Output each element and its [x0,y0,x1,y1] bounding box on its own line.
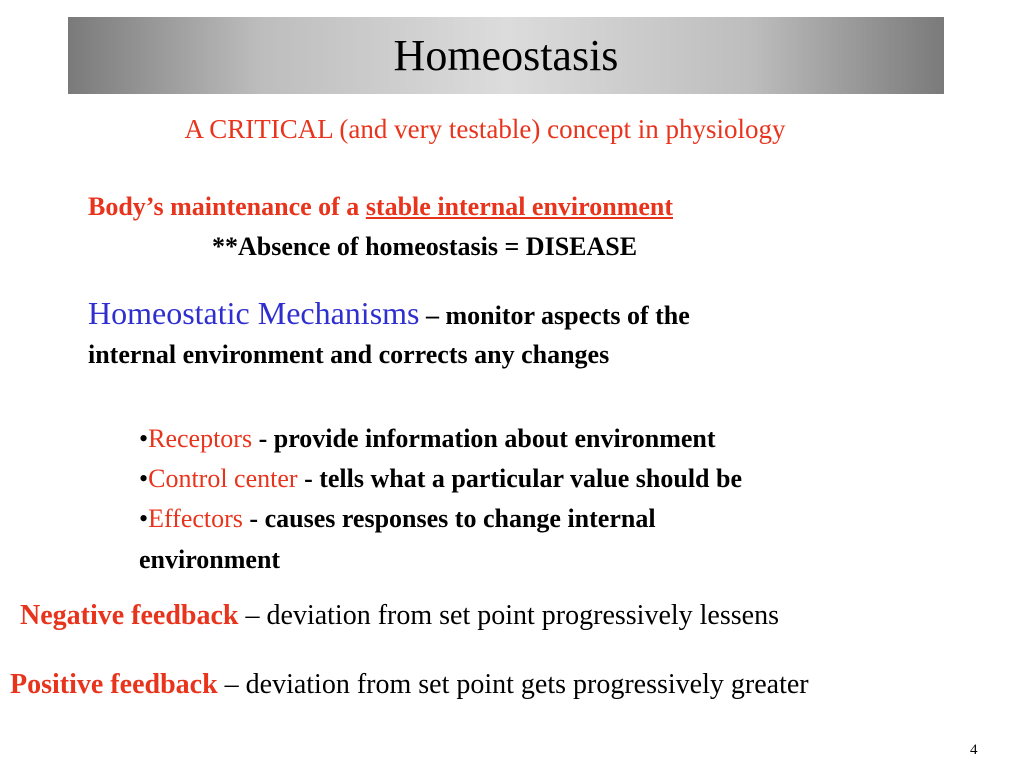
component-desc: - provide information about environment [252,424,716,453]
component-desc: - tells what a particular value should be [297,464,742,493]
mechanisms-desc-1: – monitor aspects of the [419,301,690,330]
mechanisms-line-2: internal environment and corrects any changes [88,340,610,369]
component-desc: - causes responses to change internal [242,504,656,533]
mechanisms-line-1 [88,295,690,332]
definition-underlined: stable internal environment [365,192,673,221]
bullet-glyph: • [139,464,149,493]
negative-feedback-term: Negative feedback [20,600,239,631]
component-item-effectors [139,504,656,534]
definition-prefix: Body’s maintenance of a [88,192,366,221]
component-item-control-center [139,464,742,494]
slide-title: Homeostasis [393,30,619,80]
bullet-glyph: • [139,504,149,533]
positive-feedback-term: Positive feedback [10,669,218,700]
component-term: Control center [148,464,298,493]
absence-statement: **Absence of homeostasis = DISEASE [212,232,638,261]
negative-feedback-line [20,600,779,632]
slide-title-bar [68,17,944,94]
bullet-glyph: • [139,424,149,453]
slide-subtitle: A CRITICAL (and very testable) concept in physiology [184,114,786,144]
mechanisms-term: Homeostatic Mechanisms [88,295,420,331]
positive-feedback-line [10,669,809,701]
negative-feedback-desc: – deviation from set point progressively lessens [238,600,779,631]
component-desc-continued: environment [139,545,281,574]
definition-line [88,192,673,222]
component-item-receptors [139,424,716,454]
component-term: Receptors [148,424,253,453]
slide-number: 4 [970,742,978,758]
positive-feedback-desc: – deviation from set point gets progressively greater [217,669,809,700]
component-term: Effectors [148,504,243,533]
